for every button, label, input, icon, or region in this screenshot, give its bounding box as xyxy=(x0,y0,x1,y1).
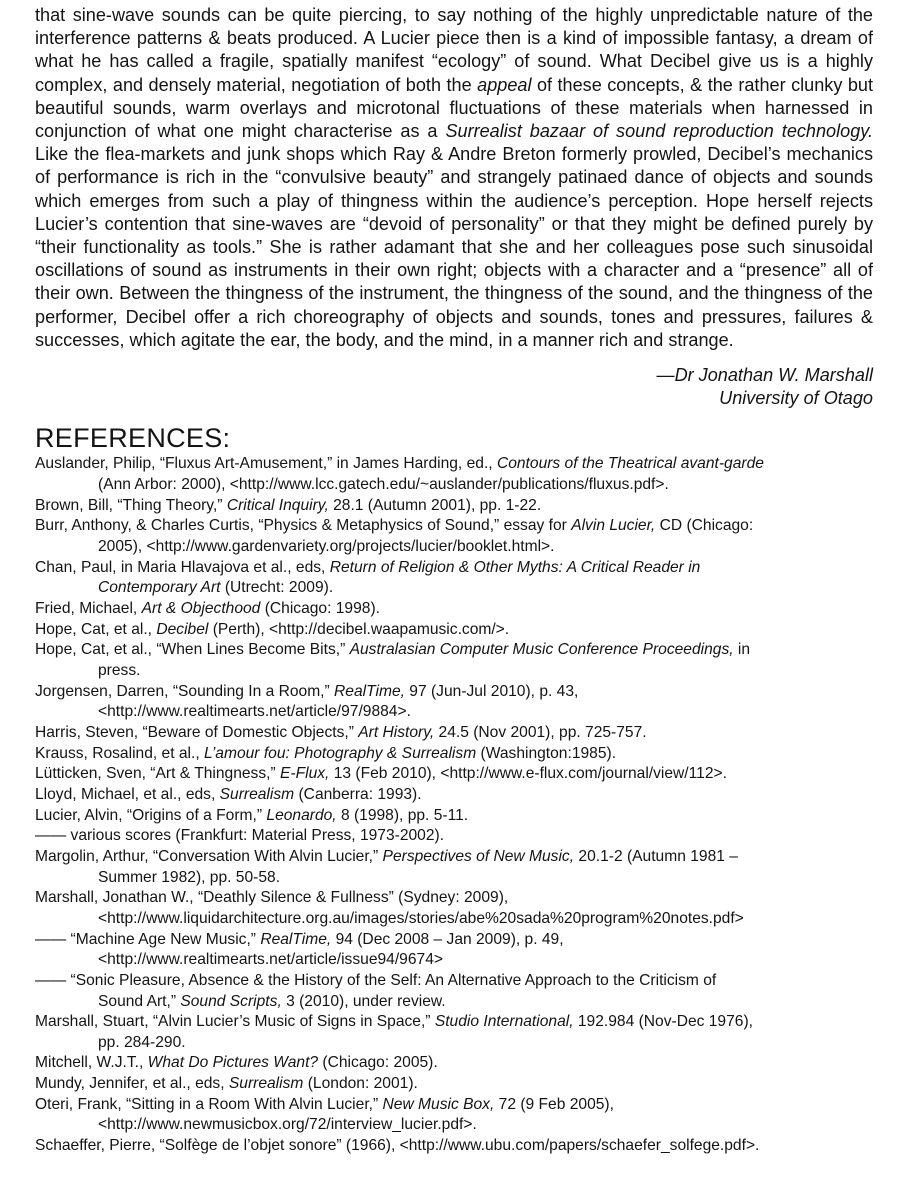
text-run: Fried, Michael, xyxy=(35,600,142,618)
text-run: of these concepts, & the rather clunky but beautiful sounds, warm overlays and microtonal fluctuations of these materials when harnessed in conjunction of what one might characterise as a xyxy=(35,74,873,142)
text-run: Schaeffer, Pierre, “Solfège de l’objet sonore” (1966), <http://www.ubu.com/papers/schaefer_solfege.pdf>. xyxy=(35,1137,760,1155)
text-run: 20.1-2 (Autumn 1981 – xyxy=(574,847,738,865)
reference-entry xyxy=(35,1095,873,1136)
italic-text: appeal xyxy=(477,74,532,95)
italic-text: Studio International, xyxy=(434,1013,574,1031)
text-run: CD (Chicago: xyxy=(655,517,754,535)
text-run: that sine-wave sounds can be quite piercing, to say nothing of the highly unpredictable nature of the interference patterns & beats produced. A Lucier piece then is a kind of impossible fantasy, a dream of what he has called a fragile, spatially manifest “ecology” of sound. What Decibel give us is a highly complex, and densely material, negotiation of both the xyxy=(35,5,873,95)
reference-entry xyxy=(35,785,873,806)
reference-entry xyxy=(35,516,873,557)
italic-text: What Do Pictures Want? xyxy=(147,1054,319,1072)
reference-entry xyxy=(35,496,873,517)
reference-entry xyxy=(35,930,873,971)
author-affiliation: University of Otago xyxy=(719,388,873,409)
text-run: pp. 284-290. xyxy=(98,1033,186,1051)
text-run: Hope, Cat, et al., xyxy=(35,620,157,638)
reference-entry xyxy=(35,640,873,681)
italic-text: Decibel xyxy=(156,620,209,638)
text-run: Brown, Bill, “Thing Theory,” xyxy=(35,496,227,514)
italic-text: Perspectives of New Music, xyxy=(382,847,575,865)
text-run: (Perth), <http://decibel.waapamusic.com/>. xyxy=(208,620,510,638)
text-run: (London: 2001). xyxy=(303,1075,418,1093)
reference-entry xyxy=(35,454,873,495)
text-run: Oteri, Frank, “Sitting in a Room With Alvin Lucier,” xyxy=(35,1095,383,1113)
text-run: Lucier, Alvin, “Origins of a Form,” xyxy=(35,806,267,824)
italic-text: Contours of the Theatrical avant-garde xyxy=(496,455,764,473)
reference-entry xyxy=(35,764,873,785)
reference-entry xyxy=(35,1012,873,1053)
italic-text: Art & Objecthood xyxy=(141,600,261,618)
signature-block xyxy=(35,364,873,410)
italic-text: RealTime, xyxy=(334,682,405,700)
text-run: Summer 1982), pp. 50-58. xyxy=(98,868,281,886)
reference-entry xyxy=(35,744,873,765)
text-run: Marshall, Stuart, “Alvin Lucier’s Music of Signs in Space,” xyxy=(35,1013,435,1031)
text-run: (Ann Arbor: 2000), <http://www.lcc.gatech.edu/~auslander/publications/fluxus.pdf>. xyxy=(98,476,669,494)
text-run: press. xyxy=(98,662,141,680)
reference-entry xyxy=(35,558,873,599)
text-run: Like the flea-markets and junk shops which Ray & Andre Breton formerly prowled, Decibel’s mechanics of performance is rich in the “convulsive beauty” and strangely patinaed dance of objects and sounds which emerges from such a play of thingness within the audience’s perception. Hope herself rejects Lucier’s contention that sine-waves are “devoid of personality” or that they might be defined purely by “their functionality as tools.” She is rather adamant that she and her colleagues pose such sinusoidal oscillations of sound as instruments in their own right; objects with a character and a “presence” all of their own. Between the thingness of the instrument, the thingness of the sound, and the thingness of the performer, Decibel offer a rich choreography of objects and sounds, tones and pressures, failures & successes, which agitate the ear, the body, and the mind, in a manner rich and strange. xyxy=(35,144,873,350)
references-heading: REFERENCES: xyxy=(35,423,231,454)
text-run: 2005), <http://www.gardenvariety.org/projects/lucier/booklet.html>. xyxy=(98,538,555,556)
reference-entry xyxy=(35,888,873,929)
italic-text: Surrealism xyxy=(219,785,295,803)
italic-text: Art History, xyxy=(358,723,435,741)
reference-entry xyxy=(35,847,873,888)
text-run: (Canberra: 1993). xyxy=(294,785,422,803)
text-run: Burr, Anthony, & Charles Curtis, “Physics & Metaphysics of Sound,” essay for xyxy=(35,517,572,535)
author-name: —Dr Jonathan W. Marshall xyxy=(656,365,873,386)
text-run: Harris, Steven, “Beware of Domestic Objects,” xyxy=(35,723,359,741)
text-run: (Chicago: 1998). xyxy=(260,600,380,618)
text-run: (Washington:1985). xyxy=(476,744,617,762)
text-run: <http://www.realtimearts.net/article/issue94/9674> xyxy=(98,951,443,969)
italic-text: Surrealism xyxy=(228,1075,304,1093)
italic-text: Australasian Computer Music Conference Proceedings, xyxy=(349,641,734,659)
text-run: —— various scores (Frankfurt: Material Press, 1973-2002). xyxy=(35,827,445,845)
italic-text: Leonardo, xyxy=(266,806,337,824)
text-run: Auslander, Philip, “Fluxus Art-Amusement,” in James Harding, ed., xyxy=(35,455,497,473)
text-run: Mundy, Jennifer, et al., eds, xyxy=(35,1075,229,1093)
italic-text: New Music Box, xyxy=(382,1095,495,1113)
text-run: 97 (Jun-Jul 2010), p. 43, xyxy=(404,682,579,700)
reference-entry xyxy=(35,826,873,847)
text-run: Krauss, Rosalind, et al., xyxy=(35,744,205,762)
text-run: 8 (1998), pp. 5-11. xyxy=(336,806,469,824)
reference-entry xyxy=(35,1074,873,1095)
text-run: Margolin, Arthur, “Conversation With Alvin Lucier,” xyxy=(35,847,383,865)
reference-entry xyxy=(35,1053,873,1074)
italic-text: Alvin Lucier, xyxy=(571,517,656,535)
reference-entry xyxy=(35,1136,873,1157)
italic-text: Surrealist bazaar of sound reproduction technology. xyxy=(445,121,873,142)
text-run: (Chicago: 2005). xyxy=(318,1054,438,1072)
text-run: Jorgensen, Darren, “Sounding In a Room,” xyxy=(35,682,335,700)
text-run: <http://www.liquidarchitecture.org.au/images/stories/abe%20sada%20program%20notes.pdf> xyxy=(98,909,744,927)
document-page xyxy=(35,4,873,1157)
reference-entry xyxy=(35,723,873,744)
italic-text: RealTime, xyxy=(260,930,332,948)
text-run: 72 (9 Feb 2005), xyxy=(494,1095,614,1113)
text-run: —— “Sonic Pleasure, Absence & the History of the Self: An Alternative Approach to the Criticism of xyxy=(35,971,717,989)
text-run: —— “Machine Age New Music,” xyxy=(35,930,261,948)
reference-entry xyxy=(35,599,873,620)
text-run: <http://www.realtimearts.net/article/97/9884>. xyxy=(98,703,411,721)
text-run: Sound Art,” xyxy=(98,992,181,1010)
reference-entry xyxy=(35,682,873,723)
text-run: (Utrecht: 2009). xyxy=(220,579,334,597)
reference-entry xyxy=(35,620,873,641)
text-run: 192.984 (Nov-Dec 1976), xyxy=(573,1013,753,1031)
reference-entry xyxy=(35,971,873,1012)
italic-text: E-Flux, xyxy=(280,765,330,783)
italic-text: Critical Inquiry, xyxy=(226,496,329,514)
italic-text: L’amour fou: Photography & Surrealism xyxy=(204,744,477,762)
text-run: 28.1 (Autumn 2001), pp. 1-22. xyxy=(328,496,542,514)
text-run: Lütticken, Sven, “Art & Thingness,” xyxy=(35,765,280,783)
text-run: Chan, Paul, in Maria Hlavajova et al., eds, xyxy=(35,558,330,576)
italic-text: Sound Scripts, xyxy=(180,992,282,1010)
reference-entry xyxy=(35,806,873,827)
text-run: Marshall, Jonathan W., “Deathly Silence & Fullness” (Sydney: 2009), xyxy=(35,889,509,907)
text-run: 94 (Dec 2008 – Jan 2009), p. 49, xyxy=(331,930,564,948)
text-run: Mitchell, W.J.T., xyxy=(35,1054,148,1072)
text-run: Lloyd, Michael, et al., eds, xyxy=(35,785,220,803)
text-run: 24.5 (Nov 2001), pp. 725-757. xyxy=(434,723,647,741)
text-run: in xyxy=(733,641,751,659)
text-run: 13 (Feb 2010), <http://www.e-flux.com/journal/view/112>. xyxy=(329,765,727,783)
text-run: 3 (2010), under review. xyxy=(281,992,446,1010)
italic-text: Contemporary Art xyxy=(98,579,221,597)
text-run: Hope, Cat, et al., “When Lines Become Bits,” xyxy=(35,641,350,659)
text-run: <http://www.newmusicbox.org/72/interview_lucier.pdf>. xyxy=(98,1116,477,1134)
references-list xyxy=(35,454,873,1156)
italic-text: Return of Religion & Other Myths: A Critical Reader in xyxy=(329,558,701,576)
closing-paragraph xyxy=(35,4,873,352)
